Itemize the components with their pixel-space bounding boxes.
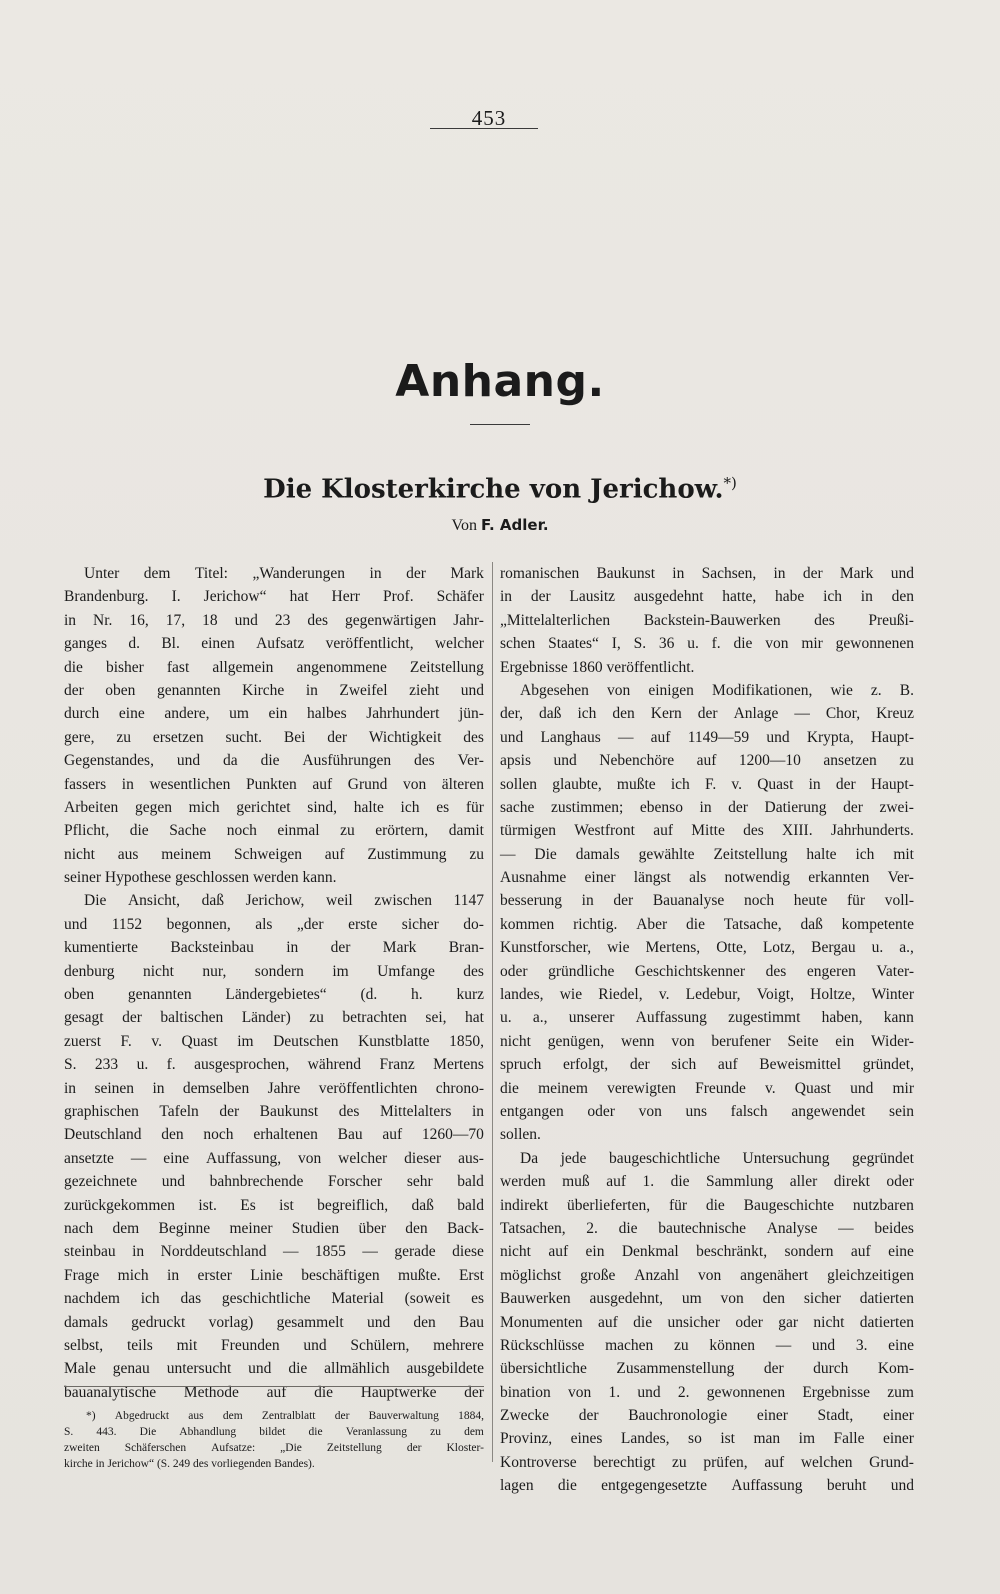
left-column-line: Frage mich in erster Linie beschäftigen mußte. Erst	[64, 1266, 484, 1284]
footnote-line: S. 443. Die Abhandlung bildet die Veranlassung zu dem	[64, 1426, 484, 1438]
right-column-line: oder gründliche Geschichtskenner des engeren Vater-	[500, 962, 914, 980]
right-column-line: kommen richtig. Aber die Tatsache, daß kompetente	[500, 915, 914, 933]
author-name: F. Adler.	[480, 516, 549, 534]
left-column-line: zuerst F. v. Quast im Deutschen Kunstblatte 1850,	[64, 1032, 484, 1050]
right-column-line: lagen die entgegengesetzte Auffassung beruht und	[500, 1477, 914, 1495]
right-column-line: übersichtliche Zusammenstellung der durch Kom-	[500, 1360, 914, 1378]
right-column-line: sache zustimmen; ebenso in der Datierung der zwei-	[500, 798, 914, 816]
column-divider	[492, 562, 493, 1462]
left-text-column	[64, 562, 484, 1404]
left-column-line: Male genau untersucht und die allmählich ausgebildete	[64, 1360, 484, 1378]
byline-prefix: Von	[451, 517, 477, 534]
left-column-line: S. 233 u. f. ausgesprochen, während Franz Mertens	[64, 1056, 484, 1074]
left-column-line: ganges d. Bl. einen Aufsatz veröffentlicht, welcher	[64, 635, 484, 653]
right-column-line: die meinem verewigten Freunde v. Quast und mir	[500, 1079, 914, 1097]
footnote-line: kirche in Jerichow“ (S. 249 des vorliegenden Bandes).	[64, 1458, 315, 1470]
byline	[0, 516, 1000, 535]
left-column-line: Die Ansicht, daß Jerichow, weil zwischen 1147	[84, 892, 484, 910]
left-column-line: gezeichnete und bahnbrechende Forscher sehr bald	[64, 1173, 484, 1191]
right-column-line: spruch erfolgt, der sich auf Beweismittel gründet,	[500, 1056, 914, 1074]
left-column-line: kumentierte Backsteinbau in der Mark Bran-	[64, 939, 484, 957]
left-column-line: steinbau in Norddeutschland — 1855 — gerade diese	[64, 1243, 484, 1261]
heading-divider	[470, 424, 530, 425]
right-text-column	[500, 562, 914, 1498]
right-column-line: Bauwerken ausgedehnt, um von den sicher datierten	[500, 1290, 914, 1308]
footnote-line: *) Abgedruckt aus dem Zentralblatt der Bauverwaltung 1884,	[86, 1410, 484, 1422]
right-column-line: Zwecke der Bauchronologie einer Stadt, einer	[500, 1407, 914, 1425]
right-column-line: besserung in der Bauanalyse noch heute für voll-	[500, 892, 914, 910]
left-column-line: Brandenburg. I. Jerichow“ hat Herr Prof. Schäfer	[64, 588, 484, 606]
right-column-line: „Mittelalterlichen Backstein-Bauwerken des Preußi-	[500, 611, 914, 629]
right-column-line: der, daß ich den Kern der Anlage — Chor, Kreuz	[500, 705, 914, 723]
right-column-line: Provinz, eines Landes, so ist man im Falle einer	[500, 1430, 914, 1448]
right-column-line: türmigen Westfront auf Mitte des XIII. Jahrhunderts.	[500, 822, 914, 840]
left-column-line: in Nr. 16, 17, 18 und 23 des gegenwärtigen Jahr-	[64, 611, 484, 629]
right-column-line: entgangen oder von uns falsch angewendet sein	[500, 1102, 914, 1120]
right-column-line: Kunstforscher, wie Mertens, Otte, Lotz, Bergau u. a.,	[500, 939, 914, 957]
right-column-line: schen Staates“ I, S. 36 u. f. die von mir gewonnenen	[500, 635, 914, 653]
left-column-line: nachdem ich das geschichtliche Material (soweit es	[64, 1290, 484, 1308]
footnote-line: zweiten Schäferschen Aufsatze: „Die Zeitstellung der Kloster-	[64, 1442, 484, 1454]
left-column-line: der oben genannten Kirche in Zweifel zieht und	[64, 681, 484, 699]
right-column-line: werden muß auf 1. die Sammlung aller direkt oder	[500, 1173, 914, 1191]
right-column-line: u. a., unserer Auffassung zugestimmt haben, kann	[500, 1009, 914, 1027]
left-column-line: Pflicht, die Sache noch einmal zu erörtern, damit	[64, 822, 484, 840]
left-column-line: oben genannten Ländergebietes“ (d. h. kurz	[64, 986, 484, 1004]
right-column-line: romanischen Baukunst in Sachsen, in der Mark und	[500, 565, 914, 582]
left-column-line: Gegenstandes, und da die Ausführungen des Ver-	[64, 752, 484, 770]
right-column-line: und Langhaus — auf 1149—59 und Krypta, Haupt-	[500, 728, 914, 746]
left-column-line: gere, zu ersetzen sucht. Bei der Wichtigkeit des	[64, 728, 484, 746]
right-column-line: indirekt überlieferten, für die Baugeschichte nutzbaren	[500, 1196, 914, 1214]
right-column-line: Kontroverse berechtigt zu prüfen, auf welchen Grund-	[500, 1453, 914, 1471]
article-title	[0, 474, 1000, 505]
left-column-line: Unter dem Titel: „Wanderungen in der Mark	[84, 565, 484, 582]
left-column-line: in seinen in demselben Jahre veröffentlichten chrono-	[64, 1079, 484, 1097]
right-column-line: Da jede baugeschichtliche Untersuchung gegründet	[520, 1149, 914, 1167]
article-title-text: Die Klosterkirche von Jerichow.	[263, 474, 724, 505]
left-column-line: die bisher fast allgemein angenommene Zeitstellung	[64, 658, 484, 676]
right-column-line: nicht auf ein Denkmal beschränkt, sondern auf eine	[500, 1243, 914, 1261]
right-column-line: Monumenten auf die unsicher oder gar nicht datierten	[500, 1313, 914, 1331]
right-column-line: Tatsachen, 2. die bautechnische Analyse — beides	[500, 1219, 914, 1237]
right-column-line: Ausnahme einer längst als notwendig erkannten Ver-	[500, 869, 914, 887]
left-column-line: bauanalytische Methode auf die Hauptwerke der	[64, 1383, 484, 1401]
left-column-line: selbst, teils mit Freunden und Schülern, mehrere	[64, 1336, 484, 1354]
right-column-line: Abgesehen von einigen Modifikationen, wie z. B.	[520, 681, 914, 699]
page-number: 453	[471, 106, 507, 130]
left-column-line: denburg nicht nur, sondern im Umfange des	[64, 962, 484, 980]
left-column-line: nicht aus meinem Schweigen auf Zustimmung zu	[64, 845, 484, 863]
left-column-line: graphischen Tafeln der Baukunst des Mittelalters in	[64, 1102, 484, 1120]
right-column-line: nicht genügen, wenn von berufener Seite ein Wider-	[500, 1032, 914, 1050]
footnote-marker: *)	[723, 474, 737, 492]
left-column-line: und 1152 begonnen, als „der erste sicher do-	[64, 915, 484, 933]
right-column-line: in der Lausitz ausgedehnt hatte, habe ich in den	[500, 588, 914, 606]
left-column-line: seiner Hypothese geschlossen werden kann.	[64, 869, 337, 887]
right-column-line: — Die damals gewählte Zeitstellung halte ich mit	[500, 845, 914, 863]
left-column-line: zurückgekommen ist. Es ist begreiflich, daß bald	[64, 1196, 484, 1214]
footnote	[64, 1408, 484, 1472]
left-column-line: damals gedruckt vorlag) gesammelt und den Bau	[64, 1313, 484, 1331]
left-column-line: Deutschland den noch erhaltenen Bau auf 1260—70	[64, 1126, 484, 1144]
right-column-line: sollen.	[500, 1126, 541, 1144]
right-column-line: möglichst große Anzahl von angenähert gleichzeitigen	[500, 1266, 914, 1284]
right-column-line: landes, wie Riedel, v. Ledebur, Voigt, Holtze, Winter	[500, 986, 914, 1004]
footnote-rule	[64, 1386, 484, 1387]
left-column-line: ansetzte — eine Auffassung, von welcher dieser aus-	[64, 1149, 484, 1167]
left-column-line: gesagt der baltischen Länder) zu betrachten sei, hat	[64, 1009, 484, 1027]
right-column-line: sollen glaubte, mußte ich F. v. Quast in der Haupt-	[500, 775, 914, 793]
section-heading: Anhang.	[395, 356, 605, 407]
right-column-line: Rückschlüsse machen zu können — und 3. eine	[500, 1336, 914, 1354]
left-column-line: durch eine andere, um ein halbes Jahrhundert jün-	[64, 705, 484, 723]
left-column-line: fassers in wesentlichen Punkten auf Grund von älteren	[64, 775, 484, 793]
left-column-line: Arbeiten gegen mich gerichtet sind, halte ich es für	[64, 798, 484, 816]
left-column-line: nach dem Beginne meiner Studien über den Back-	[64, 1219, 484, 1237]
right-column-line: apsis und Nebenchöre auf 1200—10 ansetzen zu	[500, 752, 914, 770]
right-column-line: bination von 1. und 2. gewonnenen Ergebnisse zum	[500, 1383, 914, 1401]
right-column-line: Ergebnisse 1860 veröffentlicht.	[500, 658, 695, 676]
